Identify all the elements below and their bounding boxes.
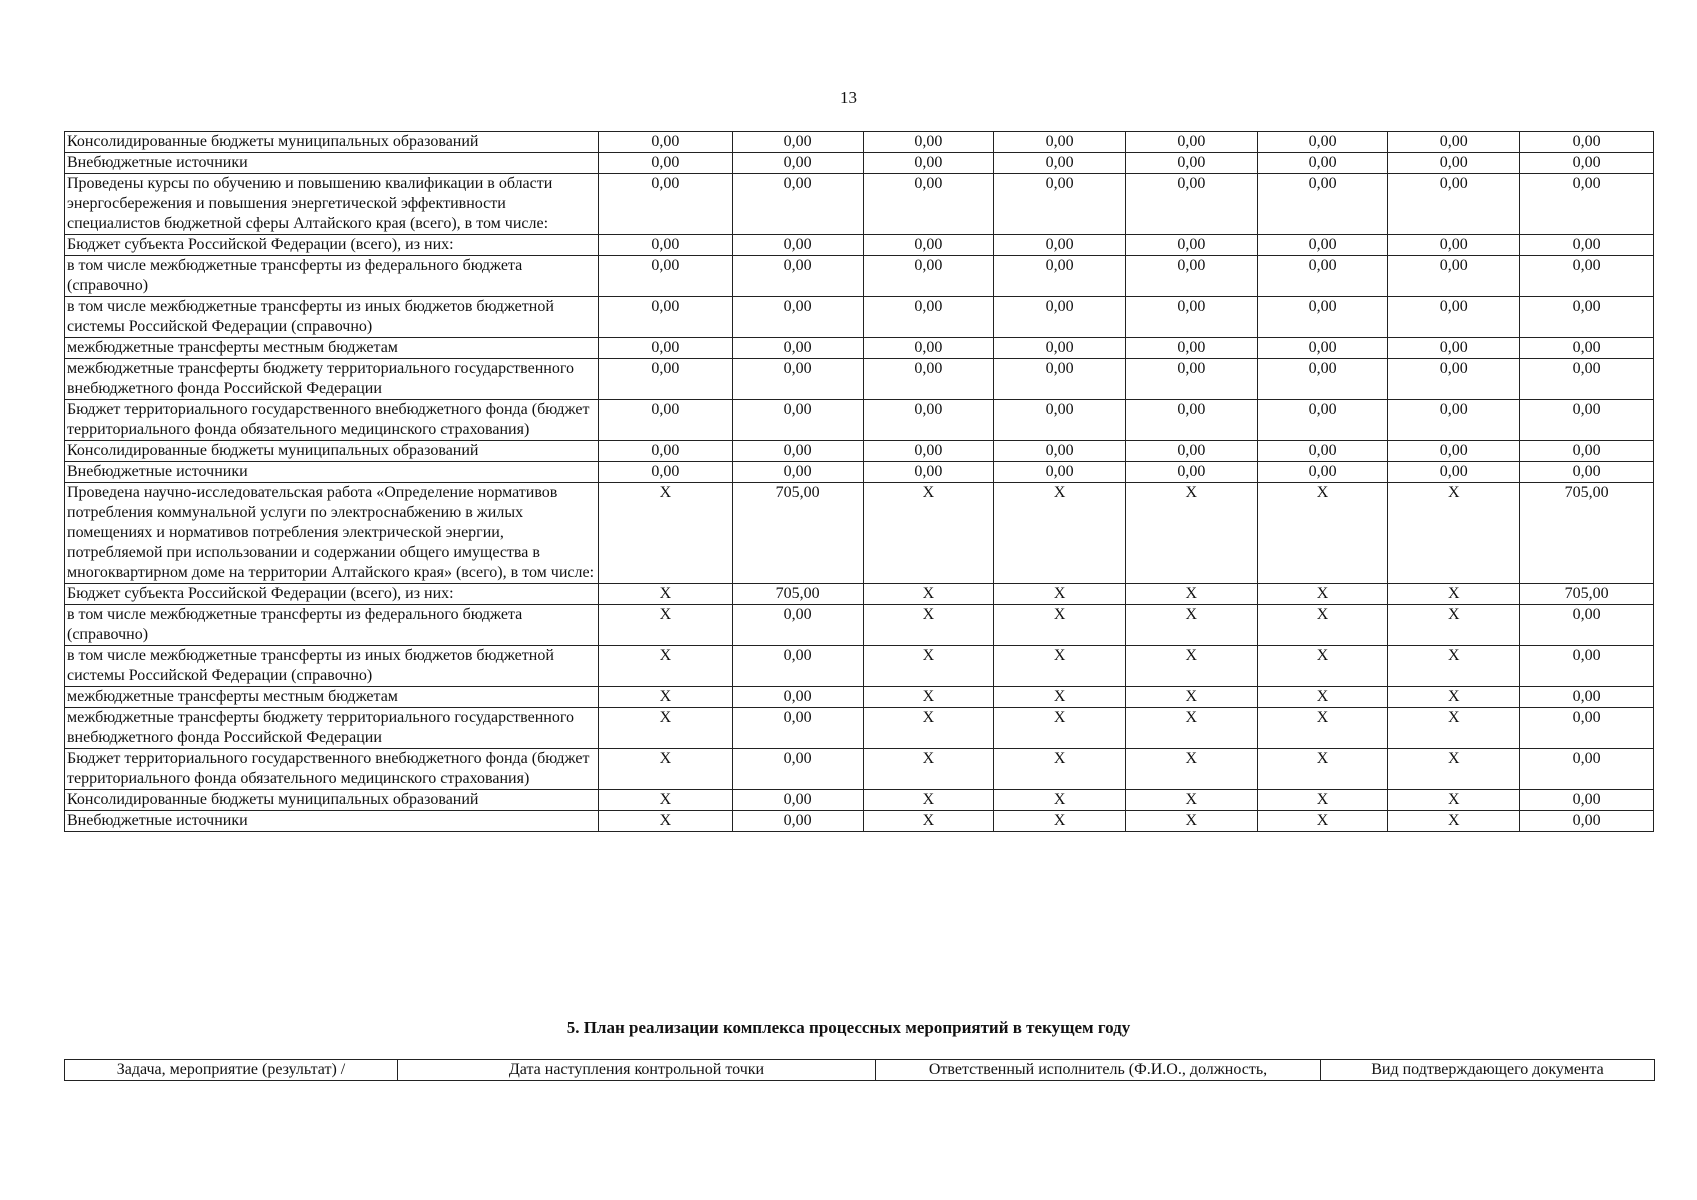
value-cell: 0,00 [1520,132,1654,153]
value-cell: X [1257,749,1388,790]
value-cell: X [1388,584,1520,605]
value-cell: 0,00 [1520,359,1654,400]
table-row [65,235,1654,256]
value-cell: 0,00 [1520,646,1654,687]
table-row [65,790,1654,811]
value-cell: 0,00 [863,174,994,235]
value-cell: X [599,584,733,605]
value-cell: X [994,584,1126,605]
value-cell: 0,00 [994,174,1126,235]
value-cell: X [1257,687,1388,708]
value-cell: 0,00 [994,338,1126,359]
value-cell: 0,00 [732,297,863,338]
value-cell: 0,00 [732,605,863,646]
table-row [65,174,1654,235]
value-cell: 0,00 [732,256,863,297]
row-label: Проведены курсы по обучению и повышению квалификации в области энергосбережения и повышения энергетической эффективности специалистов бюджетной сферы Алтайского края (всего), в том числе: [65,174,599,235]
value-cell: X [1388,708,1520,749]
row-label: Бюджет территориального государственного внебюджетного фонда (бюджет территориального фонда обязательного медицинского страхования) [65,400,599,441]
value-cell: X [863,483,994,584]
value-cell: 0,00 [732,790,863,811]
value-cell: X [1125,749,1257,790]
value-cell: 0,00 [1125,462,1257,483]
value-cell: X [994,708,1126,749]
value-cell: 0,00 [732,441,863,462]
table-row [65,483,1654,584]
row-label: Бюджет субъекта Российской Федерации (всего), из них: [65,584,599,605]
value-cell: 0,00 [1520,153,1654,174]
value-cell: X [599,483,733,584]
value-cell: X [1257,811,1388,832]
value-cell: X [994,811,1126,832]
table-row [65,811,1654,832]
value-cell: 0,00 [599,174,733,235]
value-cell: X [863,708,994,749]
value-cell: 0,00 [994,462,1126,483]
value-cell: 705,00 [1520,483,1654,584]
row-label: Бюджет субъекта Российской Федерации (всего), из них: [65,235,599,256]
table-row [65,153,1654,174]
value-cell: X [863,584,994,605]
row-label: Внебюджетные источники [65,153,599,174]
value-cell: 0,00 [1125,441,1257,462]
value-cell: 0,00 [1388,400,1520,441]
value-cell: X [863,646,994,687]
value-cell: X [599,708,733,749]
value-cell: X [599,687,733,708]
value-cell: 0,00 [1257,338,1388,359]
value-cell: 0,00 [994,441,1126,462]
value-cell: 0,00 [994,256,1126,297]
plan-table [64,1059,1655,1081]
value-cell: 0,00 [1125,153,1257,174]
value-cell: 0,00 [1125,174,1257,235]
plan-header-responsible: Ответственный исполнитель (Ф.И.О., должность, [876,1060,1321,1081]
value-cell: 0,00 [599,462,733,483]
value-cell: X [994,646,1126,687]
value-cell: 0,00 [863,338,994,359]
value-cell: X [1388,605,1520,646]
value-cell: 0,00 [994,132,1126,153]
value-cell: X [1388,790,1520,811]
value-cell: 0,00 [732,749,863,790]
value-cell: 0,00 [732,338,863,359]
value-cell: 0,00 [599,359,733,400]
value-cell: X [599,790,733,811]
value-cell: 0,00 [1257,174,1388,235]
value-cell: X [994,687,1126,708]
value-cell: 0,00 [1520,811,1654,832]
table-row [65,297,1654,338]
value-cell: 0,00 [994,235,1126,256]
row-label: Внебюджетные источники [65,462,599,483]
value-cell: 0,00 [863,359,994,400]
page-number: 13 [840,88,857,107]
value-cell: 0,00 [1520,297,1654,338]
value-cell: X [1125,708,1257,749]
table-row [65,462,1654,483]
table-row [65,338,1654,359]
value-cell: 0,00 [863,132,994,153]
value-cell: 0,00 [732,153,863,174]
table-row [65,687,1654,708]
value-cell: 0,00 [863,462,994,483]
value-cell: 0,00 [599,235,733,256]
value-cell: 0,00 [599,400,733,441]
table-row [65,132,1654,153]
row-label: межбюджетные трансферты бюджету территориального государственного внебюджетного фонда Российской Федерации [65,708,599,749]
value-cell: 0,00 [1388,235,1520,256]
value-cell: X [1125,483,1257,584]
row-label: в том числе межбюджетные трансферты из федерального бюджета (справочно) [65,256,599,297]
value-cell: X [599,646,733,687]
value-cell: 0,00 [732,174,863,235]
value-cell: 0,00 [1520,749,1654,790]
value-cell: 0,00 [1520,174,1654,235]
value-cell: X [994,749,1126,790]
row-label: межбюджетные трансферты местным бюджетам [65,687,599,708]
value-cell: 0,00 [599,297,733,338]
row-label: Консолидированные бюджеты муниципальных образований [65,132,599,153]
value-cell: 0,00 [1520,256,1654,297]
value-cell: X [1125,605,1257,646]
value-cell: 0,00 [1520,708,1654,749]
value-cell: 0,00 [863,400,994,441]
value-cell: 0,00 [1257,132,1388,153]
value-cell: 0,00 [1520,462,1654,483]
table-row [65,646,1654,687]
value-cell: 0,00 [599,153,733,174]
value-cell: 0,00 [599,132,733,153]
value-cell: 0,00 [1125,359,1257,400]
value-cell: 0,00 [732,132,863,153]
value-cell: 0,00 [1388,153,1520,174]
value-cell: X [863,687,994,708]
table-row [65,708,1654,749]
value-cell: X [1257,605,1388,646]
value-cell: 0,00 [732,811,863,832]
row-label: в том числе межбюджетные трансферты из федерального бюджета (справочно) [65,605,599,646]
value-cell: X [599,749,733,790]
value-cell: X [1257,483,1388,584]
value-cell: 0,00 [732,687,863,708]
value-cell: 0,00 [1125,235,1257,256]
value-cell: X [1125,790,1257,811]
value-cell: X [863,790,994,811]
value-cell: 705,00 [732,584,863,605]
row-label: в том числе межбюджетные трансферты из иных бюджетов бюджетной системы Российской Федерации (справочно) [65,297,599,338]
row-label: Проведена научно-исследовательская работа «Определение нормативов потребления коммунальной услуги по электроснабжению в жилых помещениях и нормативов потребления электрической энергии, потребляемой при использовании и содержании общего имущества в многоквартирном доме на территории Алтайского края» (всего), в том числе: [65,483,599,584]
section-title: 5. План реализации комплекса процессных мероприятий в текущем году [566,1018,1131,1037]
row-label: Консолидированные бюджеты муниципальных образований [65,790,599,811]
value-cell: 0,00 [863,256,994,297]
value-cell: 0,00 [1520,338,1654,359]
value-cell: X [994,605,1126,646]
value-cell: 0,00 [863,235,994,256]
table-row [65,400,1654,441]
value-cell: 0,00 [1125,297,1257,338]
row-label: в том числе межбюджетные трансферты из иных бюджетов бюджетной системы Российской Федерации (справочно) [65,646,599,687]
value-cell: 0,00 [1388,338,1520,359]
value-cell: 0,00 [994,297,1126,338]
value-cell: 0,00 [994,400,1126,441]
value-cell: 0,00 [1520,687,1654,708]
row-label: Бюджет территориального государственного внебюджетного фонда (бюджет территориального фонда обязательного медицинского страхования) [65,749,599,790]
value-cell: 705,00 [732,483,863,584]
table-row [65,256,1654,297]
table-row [65,359,1654,400]
value-cell: 0,00 [1257,359,1388,400]
value-cell: 0,00 [1257,400,1388,441]
value-cell: 0,00 [994,359,1126,400]
value-cell: 0,00 [1388,462,1520,483]
value-cell: 0,00 [732,708,863,749]
value-cell: 0,00 [732,235,863,256]
value-cell: 0,00 [1125,338,1257,359]
value-cell: X [1388,646,1520,687]
value-cell: 0,00 [863,297,994,338]
row-label: межбюджетные трансферты местным бюджетам [65,338,599,359]
value-cell: 0,00 [1125,400,1257,441]
value-cell: 0,00 [863,153,994,174]
value-cell: X [863,749,994,790]
row-label: Внебюджетные источники [65,811,599,832]
value-cell: X [1388,687,1520,708]
value-cell: 0,00 [1520,605,1654,646]
funding-table [64,131,1654,832]
value-cell: X [863,605,994,646]
value-cell: X [1388,749,1520,790]
table-row [65,441,1654,462]
funding-table-body [65,132,1654,832]
value-cell: 0,00 [1520,441,1654,462]
value-cell: 0,00 [1125,132,1257,153]
plan-header-task: Задача, мероприятие (результат) / [65,1060,398,1081]
value-cell: 0,00 [599,338,733,359]
value-cell: 0,00 [1257,235,1388,256]
value-cell: X [599,605,733,646]
value-cell: X [1257,708,1388,749]
value-cell: 0,00 [1388,359,1520,400]
value-cell: 0,00 [732,646,863,687]
value-cell: 0,00 [1257,297,1388,338]
value-cell: 0,00 [732,462,863,483]
value-cell: X [863,811,994,832]
value-cell: 0,00 [994,153,1126,174]
value-cell: X [1388,483,1520,584]
value-cell: X [1125,646,1257,687]
value-cell: X [1388,811,1520,832]
row-label: межбюджетные трансферты бюджету территориального государственного внебюджетного фонда Российской Федерации [65,359,599,400]
value-cell: X [1125,811,1257,832]
value-cell: 0,00 [1388,132,1520,153]
value-cell: 0,00 [1257,153,1388,174]
table-row [65,749,1654,790]
value-cell: 0,00 [1388,441,1520,462]
value-cell: 0,00 [1520,400,1654,441]
value-cell: 0,00 [1520,790,1654,811]
value-cell: 0,00 [732,359,863,400]
value-cell: X [1125,687,1257,708]
value-cell: X [994,790,1126,811]
value-cell: 0,00 [1388,256,1520,297]
value-cell: X [1257,584,1388,605]
value-cell: X [1257,646,1388,687]
value-cell: X [1125,584,1257,605]
value-cell: 0,00 [1388,297,1520,338]
value-cell: 0,00 [1257,441,1388,462]
value-cell: 0,00 [732,400,863,441]
value-cell: 0,00 [599,256,733,297]
row-label: Консолидированные бюджеты муниципальных образований [65,441,599,462]
value-cell: 0,00 [1125,256,1257,297]
value-cell: 0,00 [599,441,733,462]
plan-header-document: Вид подтверждающего документа [1321,1060,1655,1081]
value-cell: X [1257,790,1388,811]
value-cell: 0,00 [1257,256,1388,297]
value-cell: 0,00 [1257,462,1388,483]
value-cell: 0,00 [1388,174,1520,235]
value-cell: 0,00 [863,441,994,462]
value-cell: 705,00 [1520,584,1654,605]
value-cell: X [994,483,1126,584]
table-row [65,584,1654,605]
table-row [65,605,1654,646]
value-cell: X [599,811,733,832]
plan-header-date: Дата наступления контрольной точки [398,1060,876,1081]
value-cell: 0,00 [1520,235,1654,256]
plan-header-row [65,1060,1655,1081]
